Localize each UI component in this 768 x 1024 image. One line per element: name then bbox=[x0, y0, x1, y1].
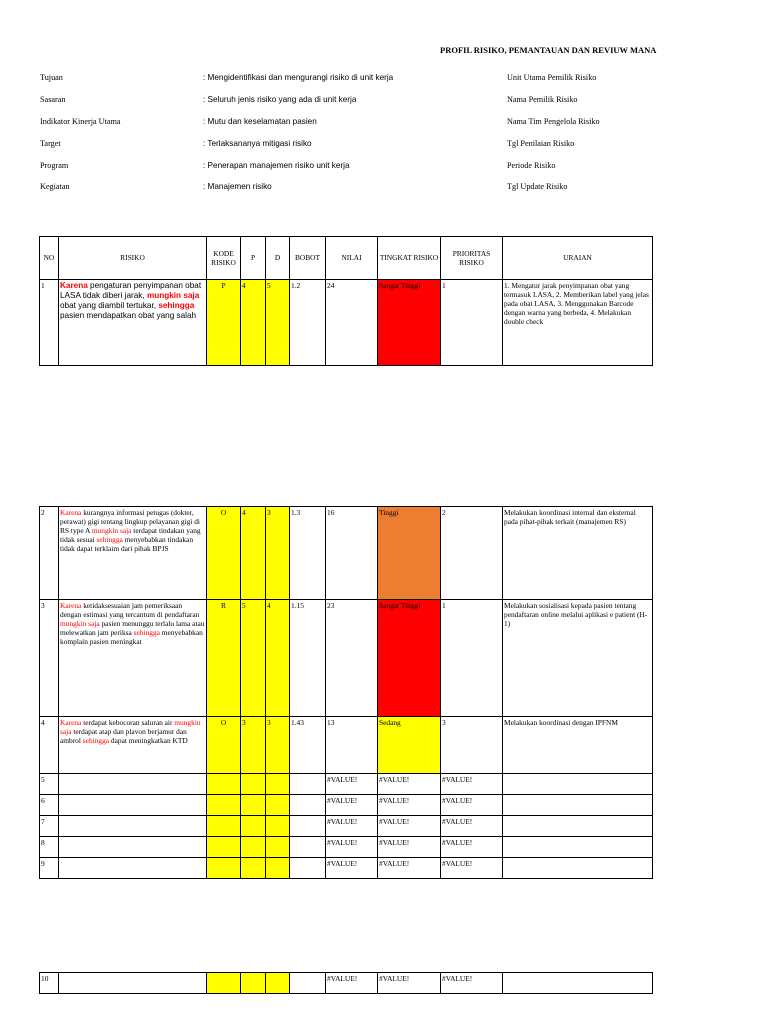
cell-bobot bbox=[290, 795, 326, 816]
info-label: Kegiatan bbox=[40, 182, 70, 191]
table-row bbox=[40, 717, 653, 774]
table-row bbox=[40, 280, 653, 366]
cell-nilai: 24 bbox=[326, 280, 378, 366]
info-right-label: Nama Pemilik Risiko bbox=[507, 95, 578, 104]
risk-text: pengaturan penyimpanan obat LASA tidak diberi jarak, bbox=[60, 281, 202, 300]
cell-nilai: #VALUE! bbox=[326, 973, 378, 994]
cell-d bbox=[266, 795, 290, 816]
info-value: : Seluruh jenis risiko yang ada di unit kerja bbox=[203, 95, 357, 104]
cell-uraian bbox=[503, 795, 653, 816]
keyword-karena: Karena bbox=[60, 601, 82, 610]
cell-tingkat: #VALUE! bbox=[378, 816, 441, 837]
risk-text: pasien mendapatkan obat yang salah bbox=[60, 311, 197, 320]
cell-d: 5 bbox=[266, 280, 290, 366]
keyword-sehingga: sehingga bbox=[133, 628, 160, 638]
cell-prioritas: #VALUE! bbox=[441, 816, 503, 837]
cell-bobot bbox=[290, 816, 326, 837]
info-label: Sasaran bbox=[40, 95, 66, 104]
keyword-mungkin-saja: mungkin saja bbox=[146, 291, 200, 300]
header-d: D bbox=[266, 237, 290, 280]
header-bobot: BOBOT bbox=[290, 237, 326, 280]
keyword-karena: Karena bbox=[60, 508, 82, 517]
cell-kode bbox=[207, 858, 241, 879]
table-row bbox=[40, 858, 653, 879]
info-value: : Terlaksananya mitigasi risiko bbox=[203, 139, 312, 148]
info-label: Indikator Kinerja Utama bbox=[40, 117, 121, 126]
cell-no: 7 bbox=[40, 816, 59, 837]
keyword-sehingga: sehingga bbox=[158, 301, 195, 310]
cell-tingkat: Tinggi bbox=[378, 507, 441, 600]
header-kode: KODE RISIKO bbox=[207, 237, 241, 280]
cell-prioritas: #VALUE! bbox=[441, 837, 503, 858]
cell-d bbox=[266, 858, 290, 879]
table-row bbox=[40, 795, 653, 816]
cell-bobot bbox=[290, 858, 326, 879]
cell-bobot bbox=[290, 837, 326, 858]
info-value: : Mutu dan keselamatan pasien bbox=[203, 117, 317, 126]
cell-bobot: 1.15 bbox=[290, 600, 326, 717]
cell-nilai: #VALUE! bbox=[326, 837, 378, 858]
keyword-karena: Karena bbox=[60, 718, 82, 727]
header-no: NO bbox=[40, 237, 59, 280]
cell-no: 6 bbox=[40, 795, 59, 816]
cell-p bbox=[241, 973, 266, 994]
cell-uraian: Melakukan sosialisasi kepada pasien tentang pendaftaran online melalui aplikasi e patient (H-1) bbox=[503, 600, 653, 717]
cell-kode bbox=[207, 973, 241, 994]
info-row-program bbox=[40, 161, 760, 175]
cell-uraian bbox=[503, 973, 653, 994]
cell-d bbox=[266, 816, 290, 837]
info-right-label: Tgl Update Risiko bbox=[507, 182, 568, 191]
cell-d bbox=[266, 973, 290, 994]
cell-kode: O bbox=[207, 717, 241, 774]
info-row-target bbox=[40, 139, 760, 153]
cell-d bbox=[266, 837, 290, 858]
cell-uraian bbox=[503, 774, 653, 795]
info-row-sasaran bbox=[40, 95, 760, 109]
cell-risiko bbox=[59, 973, 207, 994]
cell-prioritas: #VALUE! bbox=[441, 858, 503, 879]
cell-nilai: 13 bbox=[326, 717, 378, 774]
cell-nilai: #VALUE! bbox=[326, 858, 378, 879]
risk-text: menyebabkan komplain pasien meningkat bbox=[60, 628, 203, 647]
cell-tingkat: Sangat Tinggi bbox=[378, 600, 441, 717]
info-label: Program bbox=[40, 161, 69, 170]
keyword-karena: Karena bbox=[60, 281, 88, 290]
info-right-label: Periode Risiko bbox=[507, 161, 556, 170]
cell-p: 4 bbox=[241, 280, 266, 366]
cell-bobot: 1.43 bbox=[290, 717, 326, 774]
cell-kode: R bbox=[207, 600, 241, 717]
info-row-indikator bbox=[40, 117, 760, 131]
header-prioritas: PRIORITAS RISIKO bbox=[441, 237, 503, 280]
risk-table-block-1 bbox=[39, 236, 653, 366]
cell-no: 3 bbox=[40, 600, 59, 717]
risk-text: pasien menunggu terlalu lama atau melewatkan jam periksa bbox=[60, 619, 205, 638]
info-right-label: Nama Tim Pengelola Risiko bbox=[507, 117, 600, 126]
cell-kode bbox=[207, 795, 241, 816]
cell-no: 4 bbox=[40, 717, 59, 774]
cell-nilai: #VALUE! bbox=[326, 795, 378, 816]
cell-risiko bbox=[59, 795, 207, 816]
cell-risiko bbox=[59, 816, 207, 837]
cell-tingkat: #VALUE! bbox=[378, 973, 441, 994]
cell-bobot bbox=[290, 774, 326, 795]
cell-p bbox=[241, 837, 266, 858]
cell-risiko bbox=[59, 717, 207, 774]
cell-risiko bbox=[59, 837, 207, 858]
info-right-label: Tgl Penilaian Risiko bbox=[507, 139, 575, 148]
table-row bbox=[40, 973, 653, 994]
info-right-label: Unit Utama Pemilik Risiko bbox=[507, 73, 597, 82]
cell-p bbox=[241, 795, 266, 816]
cell-kode: O bbox=[207, 507, 241, 600]
table-row bbox=[40, 507, 653, 600]
table-header-row bbox=[40, 237, 653, 280]
cell-p bbox=[241, 774, 266, 795]
risk-text: obat yang diambil tertukar, bbox=[60, 301, 159, 310]
cell-p bbox=[241, 816, 266, 837]
risk-text: menyebabkan tindakan tidak dapat terklaim dari pihak BPJS bbox=[60, 535, 194, 554]
cell-risiko bbox=[59, 280, 207, 366]
cell-risiko bbox=[59, 858, 207, 879]
risk-text: terdapat tindakan yang tidak sesuai bbox=[60, 526, 201, 545]
header-nilai: NILAI bbox=[326, 237, 378, 280]
cell-d: 3 bbox=[266, 507, 290, 600]
risk-text: ketidaksesuaian jam pemeriksaan dengan estimasi yang tercantum di pendaftaran bbox=[60, 601, 200, 620]
keyword-mungkin-saja: mungkin saja bbox=[91, 526, 132, 536]
risk-text: kurangnya informasi petugas (dokter, perawat) gigi tentang lingkup pelayanan gigi di RS type A bbox=[60, 508, 200, 536]
table-row bbox=[40, 600, 653, 717]
cell-prioritas: 1 bbox=[441, 600, 503, 717]
cell-prioritas: 2 bbox=[441, 507, 503, 600]
info-row-kegiatan bbox=[40, 182, 760, 196]
cell-prioritas: #VALUE! bbox=[441, 774, 503, 795]
cell-tingkat: #VALUE! bbox=[378, 795, 441, 816]
header-tingkat: TINGKAT RISIKO bbox=[378, 237, 441, 280]
info-label: Tujuan bbox=[40, 73, 63, 82]
cell-d bbox=[266, 774, 290, 795]
cell-p: 4 bbox=[241, 507, 266, 600]
cell-p bbox=[241, 858, 266, 879]
cell-bobot: 1.3 bbox=[290, 507, 326, 600]
cell-p: 3 bbox=[241, 717, 266, 774]
table-row bbox=[40, 816, 653, 837]
header-p: P bbox=[241, 237, 266, 280]
cell-kode bbox=[207, 774, 241, 795]
cell-p: 5 bbox=[241, 600, 266, 717]
page-title: PROFIL RISIKO, PEMANTAUAN DAN REVIUW MANA bbox=[440, 45, 657, 55]
info-value: : Mengidentifikasi dan mengurangi risiko di unit kerja bbox=[203, 73, 394, 82]
cell-bobot: 1.2 bbox=[290, 280, 326, 366]
cell-kode bbox=[207, 816, 241, 837]
cell-prioritas: #VALUE! bbox=[441, 795, 503, 816]
cell-tingkat: Sedang bbox=[378, 717, 441, 774]
cell-risiko bbox=[59, 507, 207, 600]
cell-risiko bbox=[59, 774, 207, 795]
cell-nilai: 23 bbox=[326, 600, 378, 717]
info-value: : Penerapan manajemen risiko unit kerja bbox=[203, 161, 350, 170]
keyword-sehingga: sehingga bbox=[82, 736, 110, 746]
cell-bobot bbox=[290, 973, 326, 994]
cell-no: 2 bbox=[40, 507, 59, 600]
header-uraian: URAIAN bbox=[503, 237, 653, 280]
cell-tingkat: Sangat Tinggi bbox=[378, 280, 441, 366]
cell-nilai: #VALUE! bbox=[326, 816, 378, 837]
keyword-mungkin-saja: mungkin saja bbox=[60, 718, 201, 737]
cell-kode bbox=[207, 837, 241, 858]
cell-uraian bbox=[503, 837, 653, 858]
cell-no: 9 bbox=[40, 858, 59, 879]
risk-text: terdapat atap dan plavon berjamur dan ambrol bbox=[60, 727, 187, 746]
keyword-mungkin-saja: mungkin saja bbox=[60, 619, 100, 629]
info-label: Target bbox=[40, 139, 61, 148]
cell-prioritas: 3 bbox=[441, 717, 503, 774]
risk-text: terdapat kebocoran saluran air bbox=[81, 718, 175, 727]
cell-uraian: 1. Mengatur jarak penyimpanan obat yang termasuk LASA, 2. Memberikan label yang jelas pada obat LASA, 3. Menggunakan Barcode dengan warna yang berbeda, 4. Melakukan double check bbox=[503, 280, 653, 366]
cell-risiko bbox=[59, 600, 207, 717]
cell-prioritas: #VALUE! bbox=[441, 973, 503, 994]
cell-tingkat: #VALUE! bbox=[378, 774, 441, 795]
cell-uraian bbox=[503, 858, 653, 879]
cell-no: 10 bbox=[40, 973, 59, 994]
cell-tingkat: #VALUE! bbox=[378, 837, 441, 858]
cell-d: 3 bbox=[266, 717, 290, 774]
cell-no: 1 bbox=[40, 280, 59, 366]
info-row-tujuan bbox=[40, 73, 760, 87]
info-value: : Manajemen risiko bbox=[203, 182, 272, 191]
cell-prioritas: 1 bbox=[441, 280, 503, 366]
cell-nilai: #VALUE! bbox=[326, 774, 378, 795]
cell-d: 4 bbox=[266, 600, 290, 717]
cell-no: 8 bbox=[40, 837, 59, 858]
cell-uraian: Melakukan koordinasi internal dan eksternal pada pihat-pihak terkait (manajemen RS) bbox=[503, 507, 653, 600]
cell-tingkat: #VALUE! bbox=[378, 858, 441, 879]
table-row bbox=[40, 774, 653, 795]
table-row bbox=[40, 837, 653, 858]
header-risiko: RISIKO bbox=[59, 237, 207, 280]
cell-uraian bbox=[503, 816, 653, 837]
cell-kode: P bbox=[207, 280, 241, 366]
risk-table-block-3 bbox=[39, 972, 653, 994]
cell-uraian: Melakukan koordinasi dengan IPFNM bbox=[503, 717, 653, 774]
cell-no: 5 bbox=[40, 774, 59, 795]
keyword-sehingga: sehingga bbox=[96, 535, 123, 545]
cell-nilai: 16 bbox=[326, 507, 378, 600]
risk-text: dapat meningkatkan KTD bbox=[109, 736, 188, 746]
risk-table-block-2 bbox=[39, 506, 653, 879]
